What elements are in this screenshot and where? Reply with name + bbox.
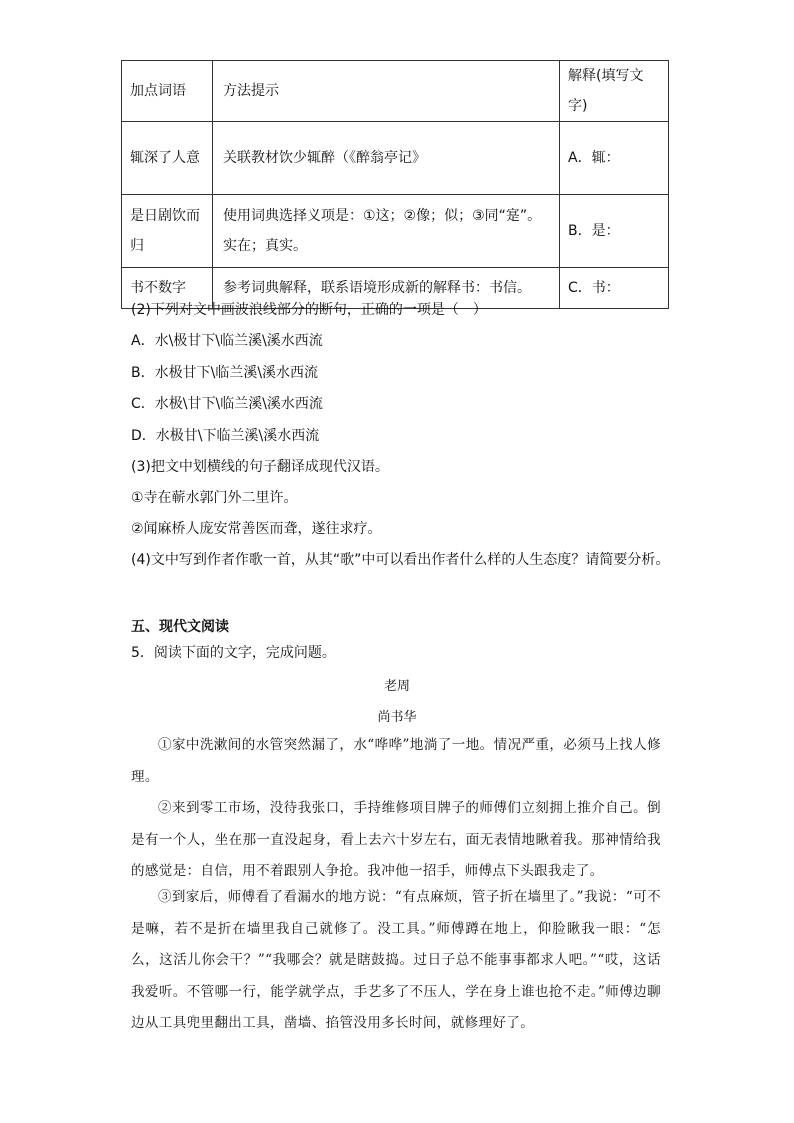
question-3-item-2: ②闻麻桥人庞安常善医而聋，遂往求疗。 [131, 521, 382, 537]
table-cell-answer: C．书： [560, 268, 669, 309]
table-header-cell: 加点词语 [122, 61, 213, 122]
article-author: 尚书华 [377, 710, 417, 725]
table-cell-word: 书不数字 [122, 268, 213, 309]
table-row [122, 122, 669, 195]
article-paragraph: ②来到零工市场，没待我张口，手持维修项目牌子的师傅们立刻拥上推介自己。倒是有一个人，坐在那一直没起身，看上去六十岁左右，面无表情地瞅着我。那神情给我的感觉是：自信，用不着跟别人争抢。我冲他一招手，师傅点下头跟我走了。 [131, 800, 661, 879]
table-header-cell: 方法提示 [213, 61, 560, 122]
section-heading: 五、现代文阅读 [131, 619, 229, 635]
article-paragraph: ③到家后，师傅看了看漏水的地方说：“有点麻烦，管子折在墙里了。”我说：“可不是嘛，若不是折在墙里我自己就修了。没工具。”师傅蹲在地上，仰脸瞅我一眼：“怎么，这活儿你会干？”“我哪会？就是瞎鼓捣。过日子总不能事事都求人吧。”“哎，这话我爱听。不管哪一行，能学就学点，手艺多了不压人，学在身上谁也抢不走。”师傅边聊边从工具兜里翻出工具，凿墙、掐管没用多长时间，就修理好了。 [131, 889, 661, 1031]
option-d: D．水极甘\下临兰溪\溪水西流 [131, 428, 320, 444]
option-c: C．水极\甘下\临兰溪\溪水西流 [131, 396, 323, 412]
table-cell-hint: 使用词典选择义项是：①这；②像；似；③同“寔”。实在；真实。 [213, 195, 560, 268]
question-3-item-1: ①寺在蕲水郭门外二里许。 [131, 490, 298, 506]
option-b: B．水极甘下\临兰溪\溪水西流 [131, 365, 319, 381]
table-header-cell: 解释(填写文字) [560, 61, 669, 122]
table-row [122, 195, 669, 268]
table-cell-answer: A．辄： [560, 122, 669, 195]
table-cell-word: 是日剧饮而归 [122, 195, 213, 268]
article-paragraph: ①家中洗漱间的水管突然漏了，水“哗哗”地淌了一地。情况严重，必须马上找人修理。 [131, 737, 661, 785]
table-cell-hint: 参考词典解释，联系语境形成新的解释书：书信。 [213, 268, 560, 309]
question-2-stem: (2)下列对文中画波浪线部分的断句，正确的一项是（ ） [131, 302, 487, 318]
table-cell-answer: B．是： [560, 195, 669, 268]
question-3-stem: (3)把文中划横线的句子翻译成现代汉语。 [131, 459, 389, 475]
article-title: 老周 [383, 679, 410, 694]
section-intro: 5．阅读下面的文字，完成问题。 [131, 645, 336, 661]
option-a: A．水\极甘下\临兰溪\溪水西流 [131, 333, 323, 349]
vocab-table [121, 60, 669, 309]
question-4-stem: (4)文中写到作者作歌一首，从其“歌”中可以看出作者什么样的人生态度？请简要分析。 [131, 552, 670, 568]
table-header-row [122, 61, 669, 122]
table-cell-word: 辄深了人意 [122, 122, 213, 195]
table-cell-hint: 关联教材饮少辄醉（《醉翁亭记》 [213, 122, 560, 195]
